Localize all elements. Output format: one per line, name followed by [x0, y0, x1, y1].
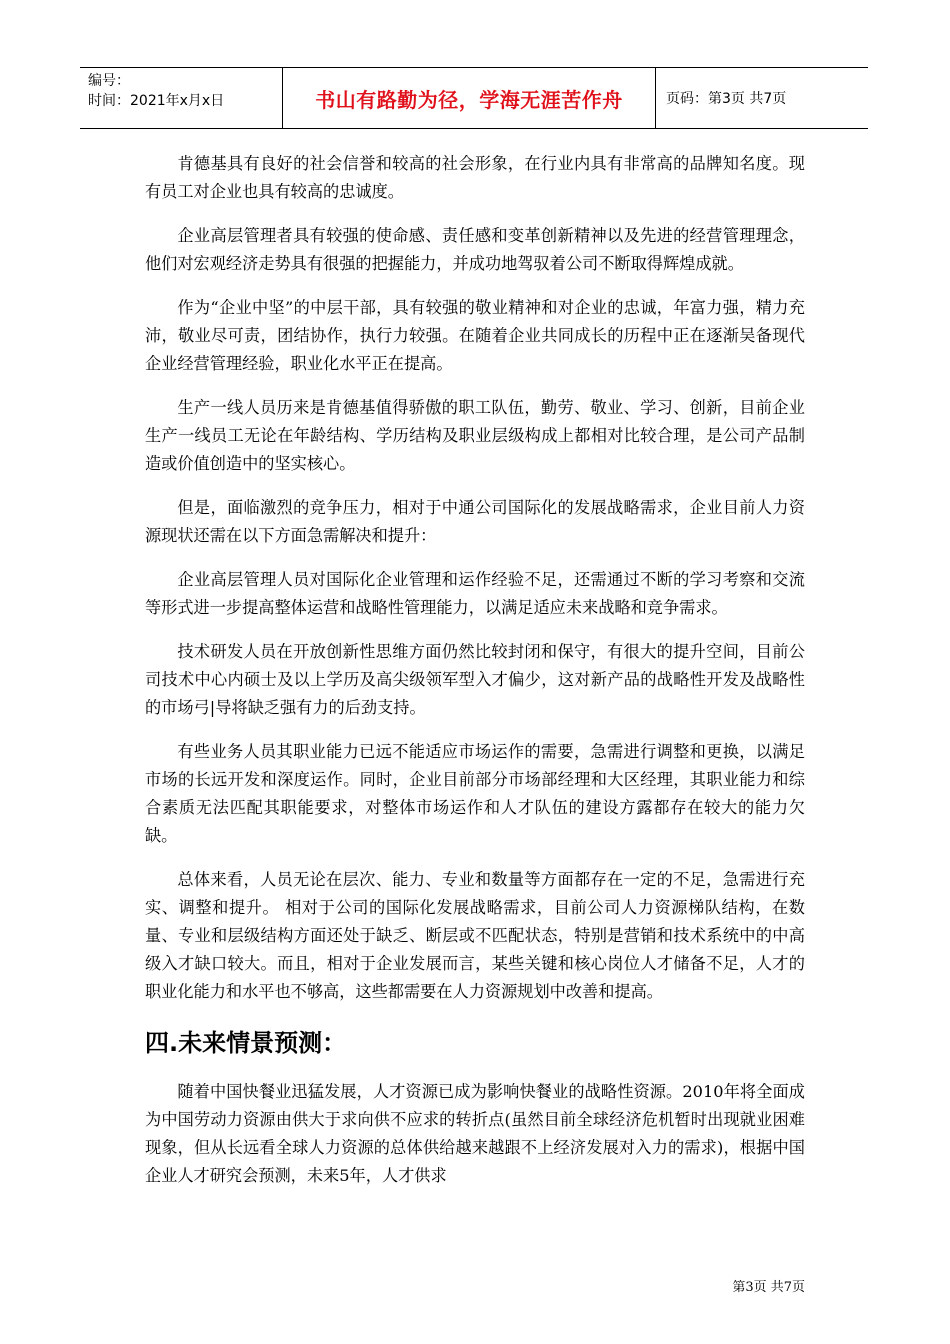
body-paragraph: 技术研发人员在开放创新性思维方面仍然比较封闭和保守，有很大的提升空间，目前公司技术中心内硕士及以上学历及高尖级领军型入才偏少，这对新产品的战略性开发及战略性的市场弓|导将缺乏强有力的后劲支持。: [145, 642, 805, 717]
body-paragraph: 但是，面临激烈的竞争压力，相对于中通公司国际化的发展战略需求，企业目前人力资源现状还需在以下方面急需解决和提升：: [145, 498, 805, 545]
page-header: [80, 67, 868, 129]
header-time-label: 时间：2021年x月x日: [88, 93, 225, 109]
header-motto: 书山有路勤为径，学海无涯苦作舟: [283, 68, 656, 128]
header-page-info: 页码：第3页 共7页: [666, 91, 787, 107]
body-paragraph: 有些业务人员其职业能力已远不能适应市场运作的需要，急需进行调整和更换，以满足市场的长远开发和深度运作。同时，企业目前部分市场部经理和大区经理，其职业能力和综合素质无法匹配其职能要求，对整体市场运作和人才队伍的建设方露都存在较大的能力欠缺。: [145, 742, 805, 845]
body-paragraph: 企业高层管理者具有较强的使命感、责任感和变革创新精神以及先进的经营管理理念，他们对宏观经济走势具有很强的把握能力，并成功地驾驭着公司不断取得辉煌成就。: [145, 226, 805, 273]
body-paragraph: 生产一线人员历来是肯德基值得骄傲的职工队伍，勤劳、敬业、学习、创新，目前企业生产一线员工无论在年龄结构、学历结构及职业层级构成上都相对比较合理，是公司产品制造或价值创造中的坚实核心。: [145, 398, 805, 473]
body-paragraph: 作为“企业中坚”的中层干部，具有较强的敬业精神和对企业的忠诚，年富力强，精力充沛，敬业尽可责，团结协作，执行力较强。在随着企业共同成长的历程中正在逐渐吴备现代企业经营管理经验，职业化水平正在提高。: [145, 298, 805, 373]
section-title: 四.未来情景预测：: [145, 1029, 347, 1057]
section-paragraph: 随着中国快餐业迅猛发展，人才资源已成为影响快餐业的战略性资源。2010年将全面成为中国劳动力资源由供大于求向供不应求的转折点(虽然目前全球经济危机暂时出现就业困难现象，但从长远看全球人力资源的总体供给越来越跟不上经济发展对入力的需求)，根据中国企业人才研究会预测，未来5年，人才供求: [145, 1082, 805, 1185]
header-number-label: 编号：: [88, 73, 130, 89]
body-paragraph: 总体来看，人员无论在层次、能力、专业和数量等方面都存在一定的不足，急需进行充实、调整和提升。 相对于公司的国际化发展战略需求，目前公司人力资源梯队结构，在数量、专业和层级结构方面还处于缺乏、断层或不匹配状态，特别是营销和技术系统中的中高级入才缺口较大。而且，相对于企业发展而言，某些关键和核心岗位人才储备不足，人才的职业化能力和水平也不够高，这些都需要在人力资源规划中改善和提高。: [145, 870, 805, 1001]
header-meta: [80, 68, 283, 128]
document-body: [145, 150, 805, 1206]
page-footer: 第3页 共7页: [732, 1280, 805, 1295]
body-paragraph: 企业高层管理人员对国际化企业管理和运作经验不足，还需通过不断的学习考察和交流等形式进一步提高整体运营和战略性管理能力，以满足适应未来战略和竞争需求。: [145, 570, 805, 617]
body-paragraph: 肯德基具有良好的社会信誉和较高的社会形象，在行业内具有非常高的品牌知名度。现有员工对企业也具有较高的忠诚度。: [145, 154, 805, 201]
